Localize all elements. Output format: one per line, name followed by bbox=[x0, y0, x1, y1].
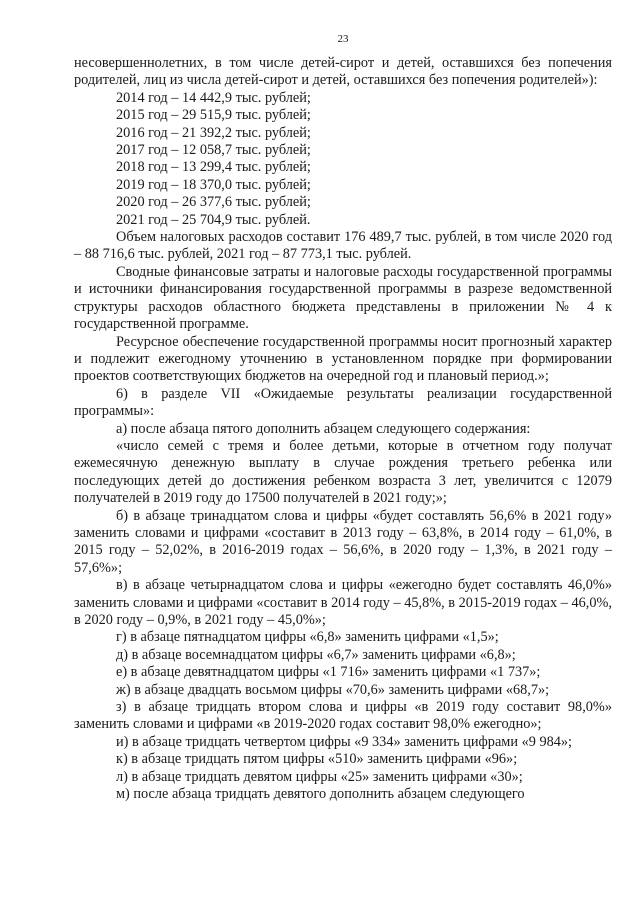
year-amount-line: 2015 год – 29 515,9 тыс. рублей; bbox=[116, 107, 311, 124]
paragraph: и) в абзаце тридцать четвертом цифры «9 334» заменить цифрами «9 984»; bbox=[116, 733, 573, 750]
year-amount-line: 2016 год – 21 392,2 тыс. рублей; bbox=[116, 124, 311, 141]
paragraph: ж) в абзаце двадцать восьмом цифры «70,6» заменить цифрами «68,7»; bbox=[116, 681, 550, 698]
paragraph: Объем налоговых расходов составит 176 489,7 тыс. рублей, в том числе 2020 год – 88 716,6 тыс. рублей, 2021 год – 87 773,1 тыс. рублей. bbox=[74, 229, 612, 263]
page-number: 23 bbox=[337, 33, 349, 45]
paragraph: з) в абзаце тридцать втором слова и цифры «в 2019 году составит 98,0%» заменить словами и цифрами «в 2019-2020 годах составит 98,0% ежегодно»; bbox=[74, 699, 612, 733]
paragraph: м) после абзаца тридцать девятого дополнить абзацем следующего bbox=[116, 786, 525, 803]
paragraph: е) в абзаце девятнадцатом цифры «1 716» заменить цифрами «1 737»; bbox=[116, 664, 541, 681]
year-amount-line: 2019 год – 18 370,0 тыс. рублей; bbox=[116, 176, 311, 193]
paragraph: д) в абзаце восемнадцатом цифры «6,7» заменить цифрами «6,8»; bbox=[116, 646, 516, 663]
paragraph: а) после абзаца пятого дополнить абзацем следующего содержания: bbox=[116, 420, 531, 437]
paragraph: г) в абзаце пятнадцатом цифры «6,8» заменить цифрами «1,5»; bbox=[116, 629, 499, 646]
year-amount-line: 2021 год – 25 704,9 тыс. рублей. bbox=[116, 211, 311, 228]
document-body bbox=[74, 55, 612, 803]
paragraph: 6) в разделе VII «Ожидаемые результаты реализации государственной программы»: bbox=[74, 385, 612, 420]
year-amount-line: 2014 год – 14 442,9 тыс. рублей; bbox=[116, 89, 311, 106]
paragraph: л) в абзаце тридцать девятом цифры «25» заменить цифрами «30»; bbox=[116, 768, 523, 785]
year-amount-line: 2018 год – 13 299,4 тыс. рублей; bbox=[116, 159, 311, 176]
year-amount-line: 2017 год – 12 058,7 тыс. рублей; bbox=[116, 142, 311, 159]
paragraph: Сводные финансовые затраты и налоговые расходы государственной программы и источники финансирования государственной программы в разрезе ведомственной структуры расходов областного бюджета представлены в приложении № 4 к государственной программе. bbox=[74, 263, 612, 333]
paragraph: несовершеннолетних, в том числе детей-сирот и детей, оставшихся без попечения родителей, лиц из числа детей-сирот и детей, оставшихся без попечения родителей»): bbox=[74, 55, 612, 89]
paragraph: в) в абзаце четырнадцатом слова и цифры «ежегодно будет составлять 46,0%» заменить словами и цифрами «составит в 2014 году – 45,8%, в 2015-2019 годах – 46,0%, в 2020 году – 0,9%, в 2021 году – 45,0%»; bbox=[74, 577, 612, 628]
year-amount-line: 2020 год – 26 377,6 тыс. рублей; bbox=[116, 194, 311, 211]
paragraph: Ресурсное обеспечение государственной программы носит прогнозный характер и подлежит ежегодному уточнению в установленном порядке при формировании проектов соответствующих бюджетов на очередной год и плановый период.»; bbox=[74, 333, 612, 385]
paragraph: к) в абзаце тридцать пятом цифры «510» заменить цифрами «96»; bbox=[116, 751, 518, 768]
paragraph: б) в абзаце тринадцатом слова и цифры «будет составлять 56,6% в 2021 году» заменить словами и цифрами «составит в 2013 году – 63,8%, в 2014 году – 61,0%, в 2015 году – 52,02%, в 2016-2019 годах – 56,6%, в 2020 году – 1,3%, в 2021 году – 57,6%»; bbox=[74, 507, 612, 576]
paragraph: «число семей с тремя и более детьми, которые в отчетном году получат ежемесячную денежную выплату в случае рождения третьего ребенка или последующих детей до достижения ребенком возраста 3 лет, увеличится с 12079 получателей в 2019 году до 17500 получателей в 2021 году;»; bbox=[74, 437, 612, 507]
